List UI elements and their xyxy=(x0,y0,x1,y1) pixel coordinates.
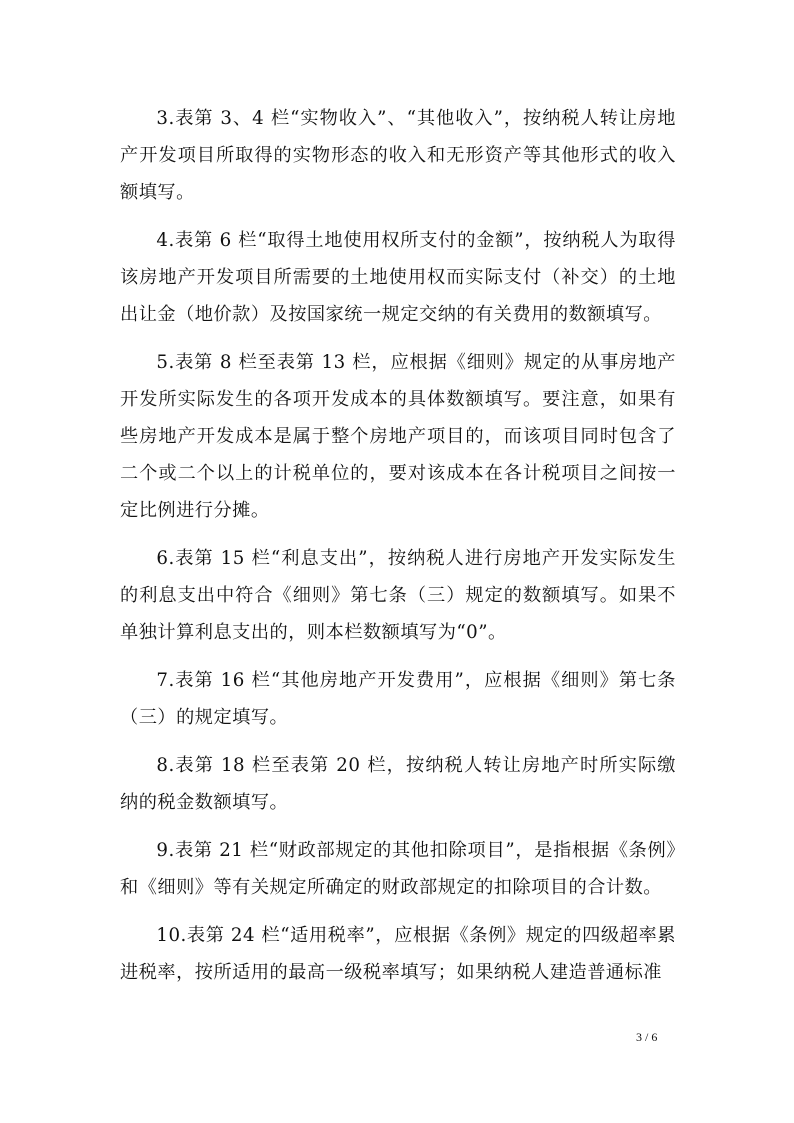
body-text xyxy=(120,100,676,1002)
paragraph-item-4: 4.表第 6 栏“取得土地使用权所支付的金额”，按纳税人为取得该房地产开发项目所需要的土地使用权而实际支付（补交）的土地出让金（地价款）及按国家统一规定交纳的有关费用的数额填写。 xyxy=(120,230,676,325)
page-number: 3 / 6 xyxy=(636,1030,658,1044)
paragraph-item-7: 7.表第 16 栏“其他房地产开发费用”，应根据《细则》第七条（三）的规定填写。 xyxy=(120,670,676,728)
paragraph-item-6: 6.表第 15 栏“利息支出”，按纳税人进行房地产开发实际发生的利息支出中符合《细则》第七条（三）规定的数额填写。如果不单独计算利息支出的，则本栏数额填写为“0”。 xyxy=(120,548,676,643)
paragraph-item-5: 5.表第 8 栏至表第 13 栏，应根据《细则》规定的从事房地产开发所实际发生的各项开发成本的具体数额填写。要注意，如果有些房地产开发成本是属于整个房地产项目的，而该项目同时包含了二个或二个以上的计税单位的，要对该成本在各计税项目之间按一定比例进行分摊。 xyxy=(120,352,676,521)
paragraph-item-9: 9.表第 21 栏“财政部规定的其他扣除项目”，是指根据《条例》和《细则》等有关规定所确定的财政部规定的扣除项目的合计数。 xyxy=(120,840,676,898)
paragraph-item-8: 8.表第 18 栏至表第 20 栏，按纳税人转让房地产时所实际缴纳的税金数额填写。 xyxy=(120,755,676,813)
paragraph-item-10: 10.表第 24 栏“适用税率”，应根据《条例》规定的四级超率累进税率，按所适用的最高一级税率填写；如果纳税人建造普通标准 xyxy=(120,925,676,983)
paragraph-item-3: 3.表第 3、4 栏“实物收入”、“其他收入”，按纳税人转让房地产开发项目所取得的实物形态的收入和无形资产等其他形式的收入额填写。 xyxy=(120,108,676,203)
